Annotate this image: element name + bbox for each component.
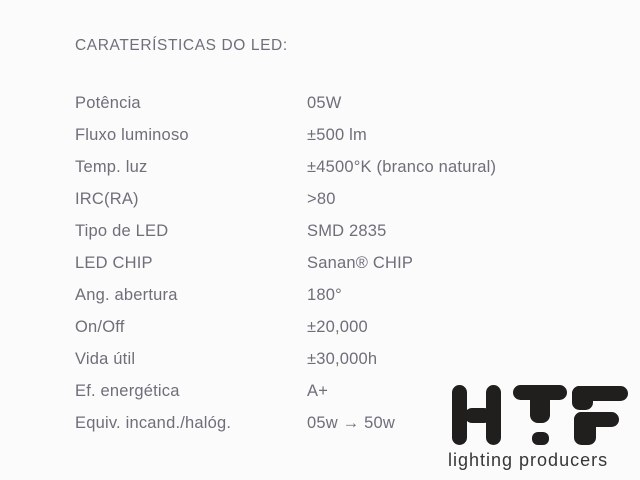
spec-value: ±30,000h bbox=[307, 349, 378, 368]
htf-logo-icon bbox=[448, 383, 634, 447]
spec-label: Ang. abertura bbox=[75, 285, 178, 304]
spec-value: A+ bbox=[307, 381, 329, 400]
spec-value: ±20,000 bbox=[307, 317, 368, 336]
table-row bbox=[75, 151, 555, 183]
logo-tagline: lighting producers bbox=[448, 450, 609, 470]
spec-value: Sanan® CHIP bbox=[307, 253, 414, 272]
spec-value: 180° bbox=[307, 285, 342, 304]
htf-logo bbox=[448, 383, 634, 471]
table-row bbox=[75, 311, 555, 343]
spec-label: Potência bbox=[75, 93, 141, 112]
table-row bbox=[75, 119, 555, 151]
spec-value: SMD 2835 bbox=[307, 221, 387, 240]
table-row bbox=[75, 343, 555, 375]
spec-label: On/Off bbox=[75, 317, 125, 336]
spec-value: 05W bbox=[307, 93, 342, 112]
spec-value: >80 bbox=[307, 189, 336, 208]
spec-value: ±4500°K (branco natural) bbox=[307, 157, 497, 176]
spec-label: Equiv. incand./halóg. bbox=[75, 413, 232, 432]
table-row bbox=[75, 87, 555, 119]
spec-label: LED CHIP bbox=[75, 253, 153, 272]
table-row bbox=[75, 247, 555, 279]
spec-label: Vida útil bbox=[75, 349, 136, 368]
table-row bbox=[75, 215, 555, 247]
spec-label: Tipo de LED bbox=[75, 221, 169, 240]
spec-label: Fluxo luminoso bbox=[75, 125, 189, 144]
table-row bbox=[75, 279, 555, 311]
spec-value: ±500 lm bbox=[307, 125, 367, 144]
spec-value: 05w → 50w bbox=[307, 413, 396, 432]
page-title: CARATERÍSTICAS DO LED: bbox=[75, 37, 288, 54]
spec-label: Temp. luz bbox=[75, 157, 148, 176]
table-row bbox=[75, 183, 555, 215]
spec-label: IRC(RA) bbox=[75, 189, 139, 208]
spec-label: Ef. energética bbox=[75, 381, 180, 400]
